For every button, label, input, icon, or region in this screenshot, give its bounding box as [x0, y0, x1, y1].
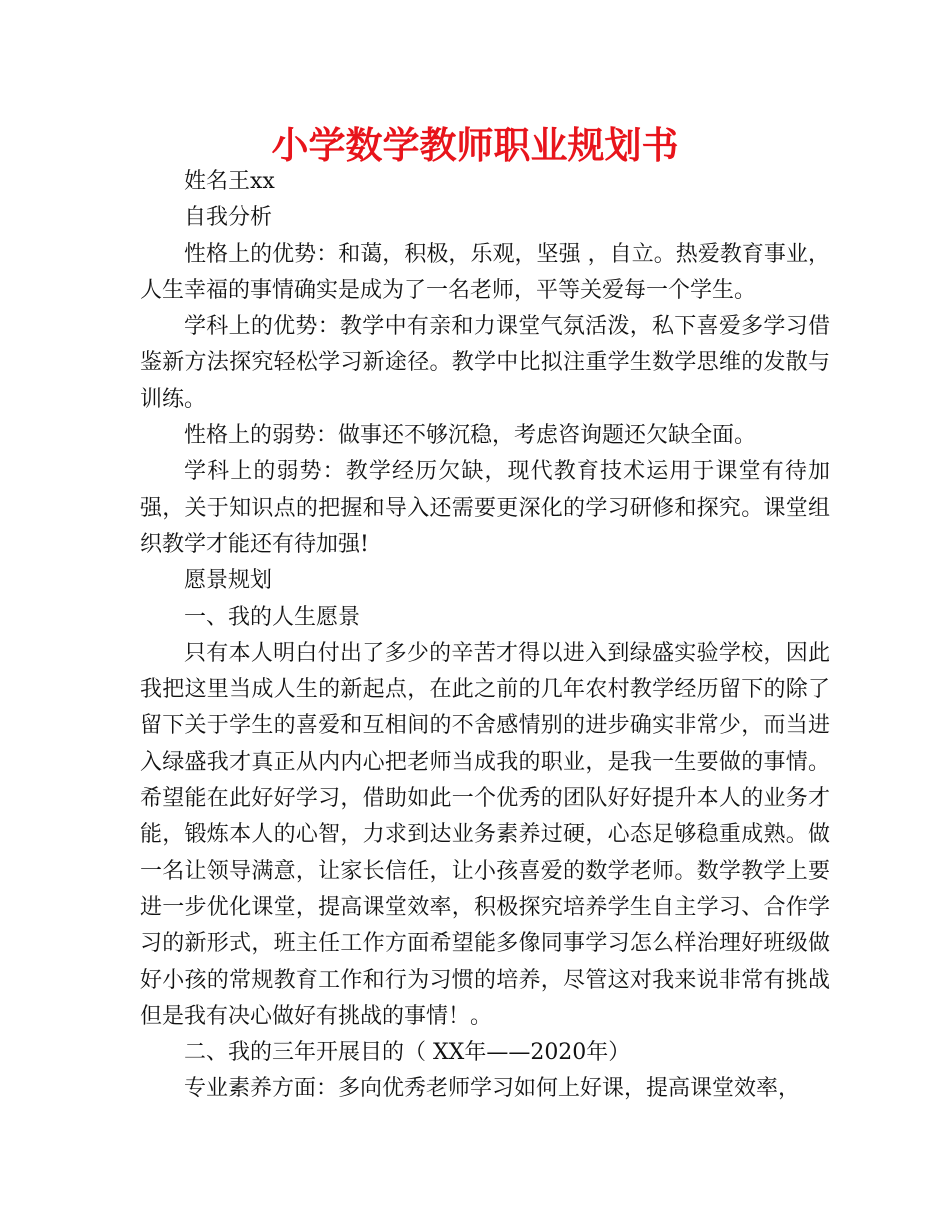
- document-title: 小学数学教师职业规划书: [271, 124, 679, 167]
- section-heading-self-analysis: 自我分析: [184, 205, 273, 231]
- paragraph-professional-quality: 专业素养方面：多向优秀老师学习如何上好课，提高课堂效率，: [184, 1076, 801, 1102]
- author-name: 姓名王xx: [184, 169, 275, 194]
- paragraph-subject-weaknesses: 学科上的弱势：教学经历欠缺，现代教育技术运用于课堂有待加强，关于知识点的把握和导入还需要更深化的学习研修和探究。课堂组织教学才能还有待加强!: [140, 459, 830, 557]
- document-body: [140, 164, 830, 1108]
- section-heading-vision-plan: 愿景规划: [184, 568, 273, 594]
- subheading-three-year-goals: 二、我的三年开展目的（ XX年——2020年）: [184, 1040, 631, 1066]
- paragraph-life-vision: 只有本人明白付出了多少的辛苦才得以进入到绿盛实验学校，因此我把这里当成人生的新起点，在此之前的几年农村教学经历留下的除了留下关于学生的喜爱和互相间的不舍感情别的进步确实非常少，而当进入绿盛我才真正从内内心把老师当成我的职业，是我一生要做的事情。希望能在此好好学习，借助如此一个优秀的团队好好提升本人的业务才能，锻炼本人的心智，力求到达业务素养过硬，心态足够稳重成熟。做一名让领导满意，让家长信任，让小孩喜爱的数学老师。数学教学上要进一步优化课堂，提高课堂效率，积极探究培养学生自主学习、合作学习的新形式，班主任工作方面希望能多像同事学习怎么样治理好班级做好小孩的常规教育工作和行为习惯的培养，尽管这对我来说非常有挑战但是我有决心做好有挑战的事情！。: [140, 640, 830, 1029]
- paragraph-subject-strengths: 学科上的优势：教学中有亲和力课堂气氛活泼，私下喜爱多学习借鉴新方法探究轻松学习新途径。教学中比拟注重学生数学思维的发散与训练。: [140, 314, 830, 412]
- subheading-life-vision: 一、我的人生愿景: [184, 604, 361, 630]
- paragraph-personality-strengths: 性格上的优势：和蔼，积极，乐观，坚强 ，自立。热爱教育事业，人生幸福的事情确实是成为了一名老师，平等关爱每一个学生。: [140, 241, 830, 303]
- paragraph-personality-weaknesses: 性格上的弱势：做事还不够沉稳，考虑咨询题还欠缺全面。: [184, 423, 757, 449]
